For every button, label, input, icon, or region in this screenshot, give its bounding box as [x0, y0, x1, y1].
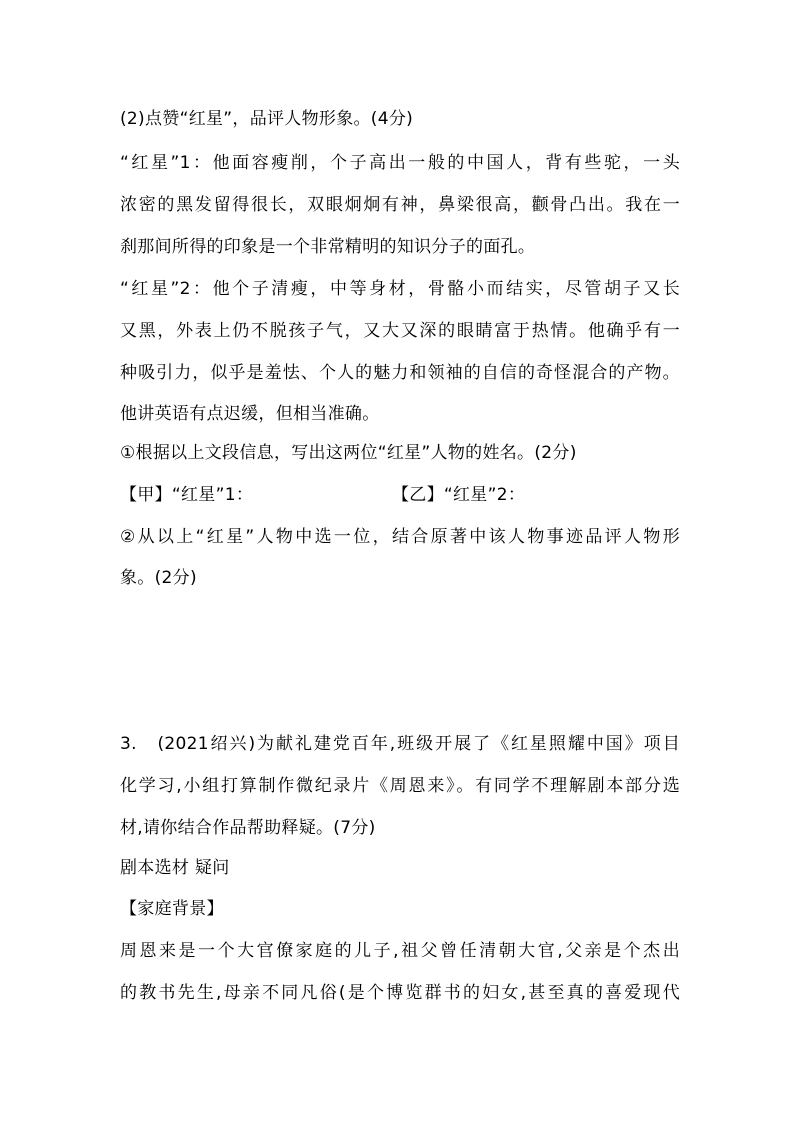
answer-a-label: 【甲】“红星”1：	[120, 485, 254, 505]
red-star-2-line-2: 又黑，外表上仍不脱孩子气，又大又深的眼睛富于热情。他确乎有一	[120, 321, 680, 341]
red-star-1-line-2: 浓密的黑发留得很长，双眼炯炯有神，鼻梁很高，颧骨凸出。我在一	[120, 195, 680, 215]
answer-row	[120, 484, 680, 506]
red-star-2-line-3: 种吸引力，似乎是羞怯、个人的魅力和领袖的自信的奇怪混合的产物。	[120, 363, 680, 383]
sub-question-2-line-1: ②从以上“红星”人物中选一位，结合原著中该人物事迹品评人物形	[120, 527, 680, 547]
family-background-line-2: 的教书先生,母亲不同凡俗(是个博览群书的妇女,甚至真的喜爱现代	[120, 983, 680, 1003]
sub-question-2-line-2: 象。(2分)	[120, 568, 197, 588]
question-3-line-1: 3. (2021绍兴)为献礼建党百年,班级开展了《红星照耀中国》项目	[120, 734, 680, 754]
question-3-line-3: 材,请你结合作品帮助释疑。(7分)	[120, 818, 376, 838]
section-family-background: 【家庭背景】	[120, 899, 224, 919]
question-3-line-2: 化学习,小组打算制作微纪录片《周恩来》。有同学不理解剧本部分选	[120, 776, 680, 796]
red-star-1-line-3: 刹那间所得的印象是一个非常精明的知识分子的面孔。	[120, 237, 536, 257]
question-2-title: (2)点赞“红星”，品评人物形象。(4分)	[120, 109, 414, 129]
table-header: 剧本选材 疑问	[120, 858, 230, 878]
red-star-1-line-1: “红星”1：他面容瘦削，个子高出一般的中国人，背有些驼，一头	[120, 153, 680, 173]
red-star-2-line-4: 他讲英语有点迟缓，但相当准确。	[120, 404, 380, 424]
sub-question-1: ①根据以上文段信息，写出这两位“红星”人物的姓名。(2分)	[120, 443, 577, 463]
red-star-2-line-1: “红星”2：他个子清瘦，中等身材，骨骼小而结实，尽管胡子又长	[120, 279, 680, 299]
family-background-line-1: 周恩来是一个大官僚家庭的儿子,祖父曾任清朝大官,父亲是个杰出	[120, 941, 680, 961]
answer-b-label: 【乙】“红星”2：	[392, 485, 526, 505]
